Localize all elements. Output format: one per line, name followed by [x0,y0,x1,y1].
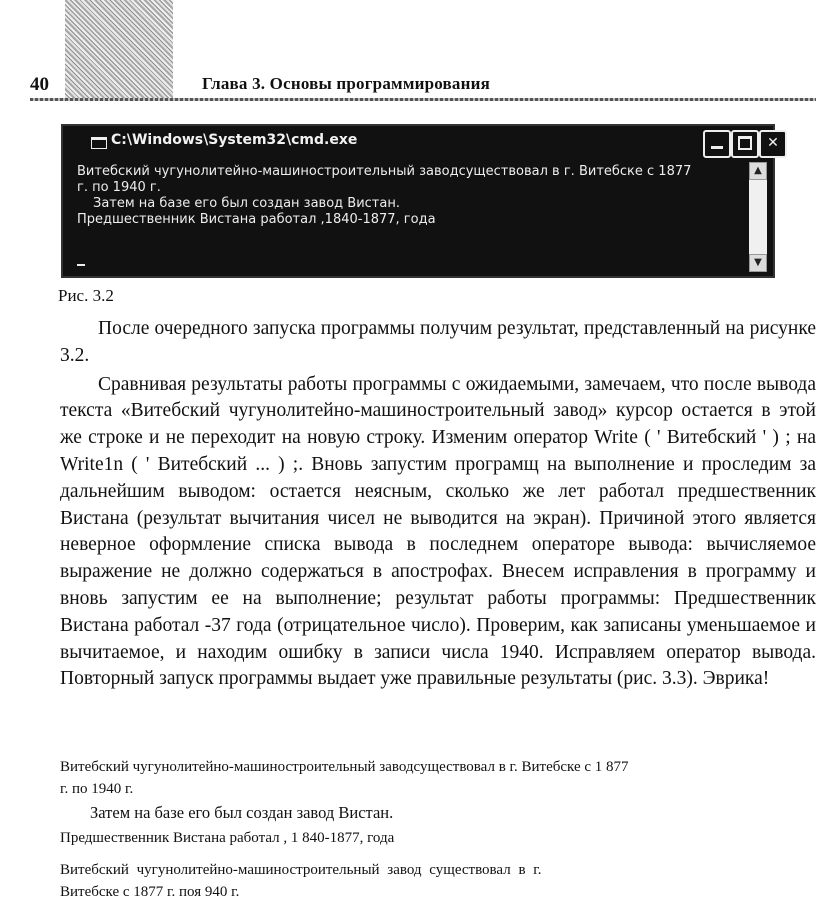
header-rule [30,98,816,101]
output-line: г. по 1940 г. [60,781,134,797]
scroll-up-arrow-icon[interactable]: ▲ [749,162,767,180]
console-line: Витебский чугунолитейно-машиностроительный заводсуществовал в г. Витебске с 1877 [77,164,692,179]
output-line: Витебске с 1877 г. поя 940 г. [60,884,240,900]
figure-caption: Рис. 3.2 [58,286,114,305]
paragraph: Сравнивая результаты работы программы с ожидаемыми, замечаем, что после вывода текста «Витебский чугунолитейно-машиностроительный завод» курсор остается в этой же строке и не переходит на новую строку. Изменим оператор Write ( ' Витебский ' ) ; на Write1n ( ' Витебский ... ) ;. Вновь запустим програмщ на выполнение и проследим за дальнейшим выводом: остается неясным, сколько же лет работал предшественник Вистана (результат вычитания чисел не выводится на экран). Причиной этого является неверное оформление списка вывода в последнем операторе вывода: вычисляемое выражение не должно содержаться в апострофах. Внесем исправления в программу и вновь запустим ее на выполнение; результат работы программы: Предшественник Вистана работал -37 года (отрицательное число). Проверим, как записаны уменьшаемое и вычитаемое, и находим ошибку в записи числа 1940. Исправляем оператор вывода. Повторный запуск программы выдает уже правильные результаты (рис. 3.3). Эврика! [60,373,816,690]
output-line: Затем на базе его был создан завод Вистан. [90,803,394,822]
minimize-icon [711,146,723,149]
maximize-button[interactable] [731,130,759,158]
output-line: Витебский чугунолитейно-машиностроительный завод существовал в г. [60,862,542,878]
console-output [77,164,737,228]
console-window-icon [91,137,107,149]
chapter-title: Глава 3. Основы программирования [202,74,490,93]
page-number: 40 [30,74,49,95]
maximize-icon [738,136,752,150]
close-button[interactable]: ✕ [759,130,787,158]
console-titlebar[interactable] [63,126,779,156]
output-line: Предшественник Вистана работал , 1 840-1877, года [60,830,395,846]
console-line: Затем на базе его был создан завод Вистан. [93,196,400,211]
scroll-down-arrow-icon[interactable]: ▼ [749,254,767,272]
minimize-button[interactable] [703,130,731,158]
console-line: г. по 1940 г. [77,180,161,195]
body-text [60,316,816,693]
console-window [61,124,779,278]
paragraph: После очередного запуска программы получим результат, представленный на рисунке 3.2. [60,318,816,366]
program-output-block [60,756,760,903]
console-cursor [77,264,85,266]
console-line: Предшественник Вистана работал ,1840-1877, года [77,212,436,227]
output-line: Витебский чугунолитейно-машиностроительный заводсуществовал в г. Витебске с 1 877 [60,759,629,775]
page-header [30,74,816,100]
console-title: C:\Windows\System32\cmd.exe [111,132,358,148]
console-scrollbar[interactable] [749,162,767,272]
